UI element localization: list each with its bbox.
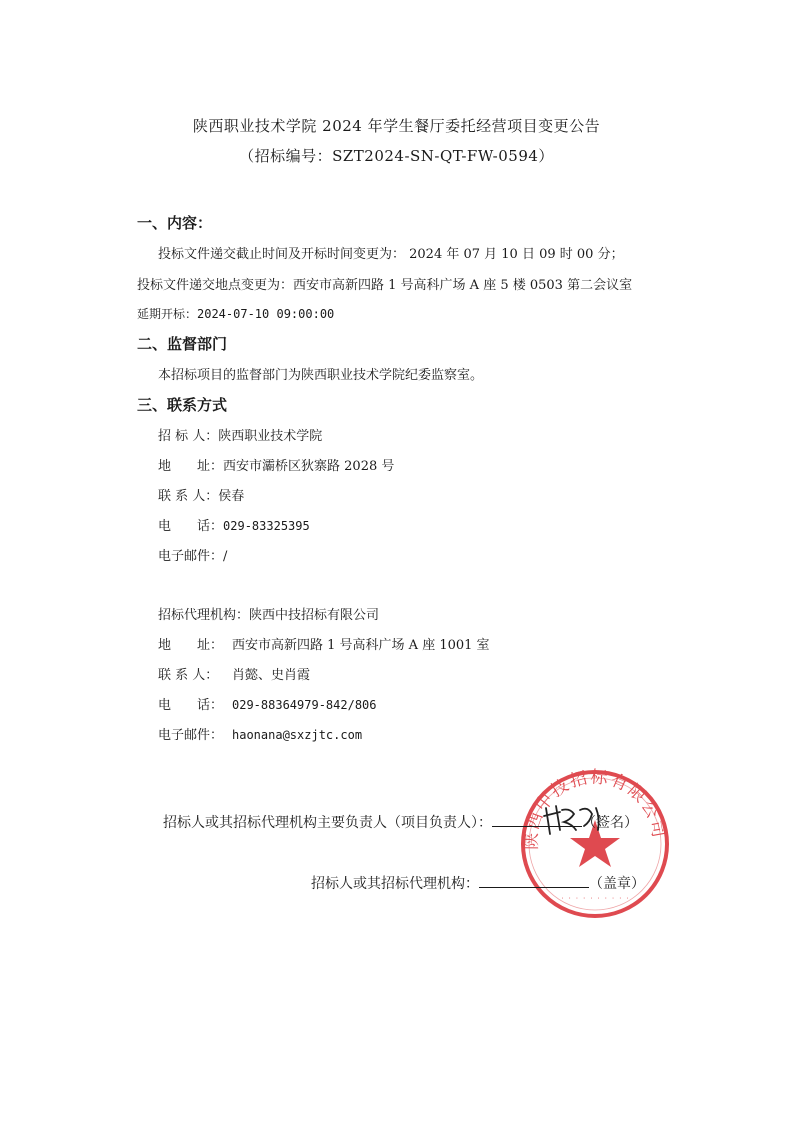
signature-line-2 [311, 873, 645, 893]
agency-email-label: 电子邮件： [158, 728, 224, 743]
signature-blank-1[interactable] [492, 812, 582, 827]
agency-person-label: 联 系 人： [158, 668, 219, 683]
company-seal [515, 768, 675, 918]
agency-person-row [158, 664, 310, 683]
tenderer-email-label: 电子邮件： [158, 549, 224, 564]
tenderer-person-row [158, 485, 244, 504]
agency-name-row [158, 604, 379, 623]
agency-address-row [158, 634, 490, 653]
tenderer-address-label: 地 址： [158, 459, 224, 474]
tenderer-address-row [158, 455, 394, 474]
tenderer-name-row [158, 425, 322, 444]
tenderer-email-row [158, 545, 227, 564]
tenderer-name: 陕西职业技术学院 [218, 429, 323, 444]
supervision-text: 本招标项目的监督部门为陕西职业技术学院纪委监察室。 [158, 368, 484, 383]
agency-phone-row [158, 694, 377, 713]
agency-person: 肖懿、史肖霞 [232, 668, 311, 683]
section-content-heading: 一、内容： [137, 214, 213, 232]
signature-line-1 [163, 812, 638, 832]
content-location-line: 投标文件递交地点变更为：西安市高新四路 1 号高科广场 A 座 5 楼 0503 第二会议室 [137, 278, 633, 293]
tenderer-person-label: 联 系 人： [158, 489, 219, 504]
agency-address-label: 地 址： [158, 638, 224, 653]
tenderer-person: 侯春 [218, 489, 245, 504]
signature-line1-suffix: （签名） [582, 815, 638, 831]
tenderer-phone-row [158, 515, 310, 534]
tenderer-email: / [223, 549, 228, 564]
signature-line2-label: 招标人或其招标代理机构： [311, 876, 479, 892]
agency-name: 陕西中技招标有限公司 [249, 608, 380, 623]
agency-email: haonana@sxzjtc.com [232, 728, 363, 742]
seal-text: 陕西中技招标有限公司 [521, 768, 669, 850]
section-contact-heading: 三、联系方式 [137, 396, 228, 414]
agency-name-label: 招标代理机构： [158, 608, 250, 623]
content-deadline-line: 投标文件递交截止时间及开标时间变更为： 2024 年 07 月 10 日 09 时 00 分； [158, 247, 624, 262]
tenderer-address: 西安市灞桥区狄寨路 2028 号 [223, 459, 395, 474]
tenderer-name-label: 招 标 人： [158, 429, 219, 444]
section-supervision-heading: 二、监督部门 [137, 335, 228, 353]
signature-blank-2[interactable] [479, 873, 589, 888]
document-title: 陕西职业技术学院 2024 年学生餐厅委托经营项目变更公告 [192, 117, 601, 135]
tenderer-phone: 029-83325395 [223, 519, 310, 533]
tender-number: （招标编号：SZT2024-SN-QT-FW-0594） [239, 147, 554, 165]
tenderer-phone-label: 电 话： [158, 519, 224, 534]
signature-line2-suffix: （盖章） [589, 876, 645, 892]
svg-text:· · · · · · · · · ·: · · · · · · · · · · [560, 895, 630, 902]
signature-line1-label: 招标人或其招标代理机构主要负责人（项目负责人）： [163, 815, 492, 831]
agency-email-row [158, 724, 362, 743]
agency-phone: 029-88364979-842/806 [232, 698, 377, 712]
agency-address: 西安市高新四路 1 号高科广场 A 座 1001 室 [232, 638, 490, 653]
content-delay-line: 延期开标：2024-07-10 09:00:00 [137, 307, 335, 321]
agency-phone-label: 电 话： [158, 698, 224, 713]
